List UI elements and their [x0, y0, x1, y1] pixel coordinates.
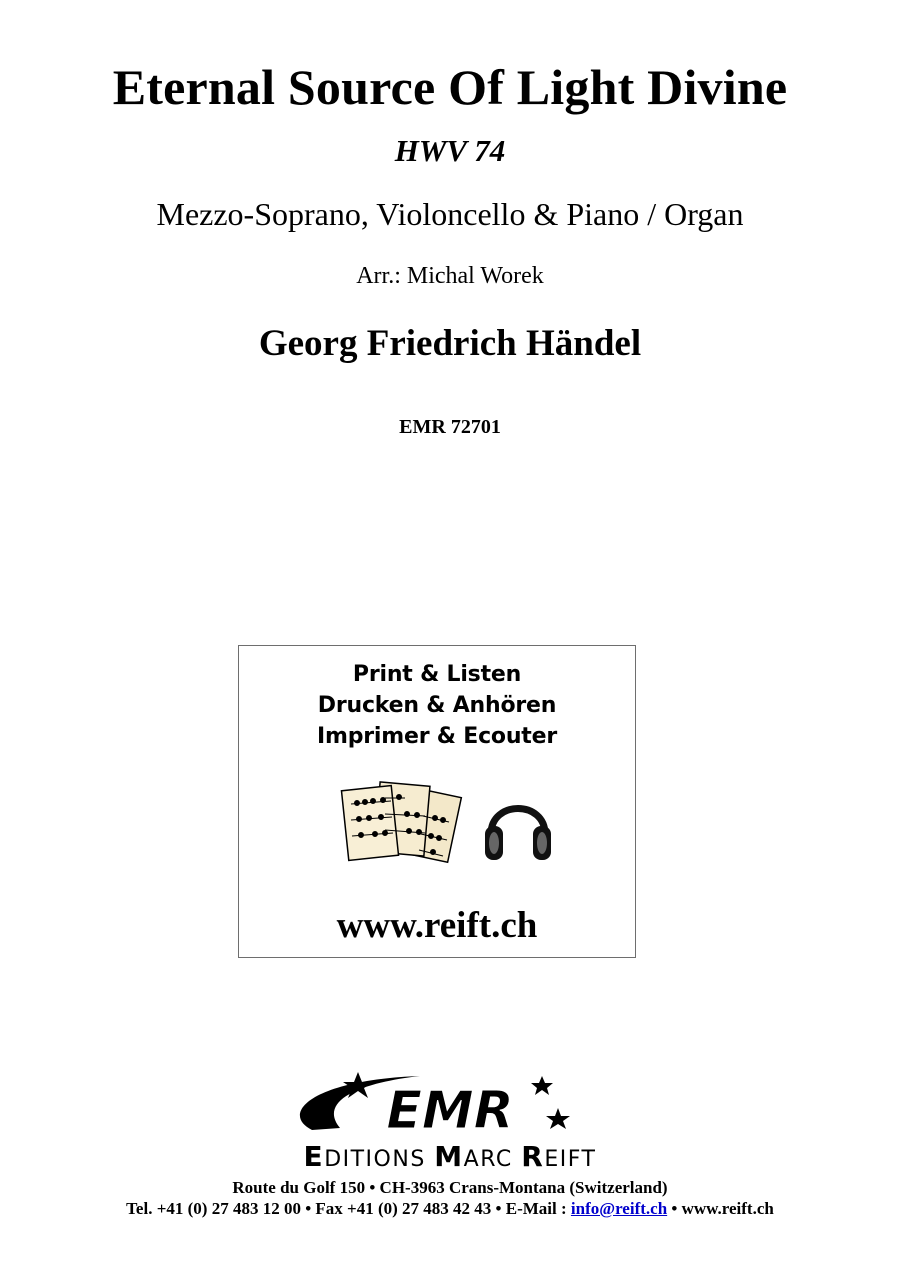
publisher-address: Route du Golf 150 • CH-3963 Crans-Montana (Switzerland) — [232, 1178, 668, 1197]
emr-logo — [240, 1070, 660, 1140]
print-listen-box — [238, 645, 636, 958]
publisher-name-cap-3: R — [521, 1140, 545, 1173]
composer: Georg Friedrich Händel — [258, 323, 642, 364]
arranger: Arr.: Michal Worek — [356, 263, 544, 289]
publisher-name-cap-1: E — [303, 1140, 325, 1173]
publisher-name — [0, 1140, 900, 1173]
promo-line-2: Drucken & Anhören — [317, 693, 557, 718]
catalog-code: EMR 72701 — [399, 416, 501, 438]
promo-url[interactable]: www.reift.ch — [336, 905, 538, 946]
contact-prefix: Tel. +41 (0) 27 483 12 00 • Fax +41 (0) 27 483 42 43 • E-Mail : — [126, 1199, 571, 1218]
instrumentation: Mezzo-Soprano, Violoncello & Piano / Organ — [156, 196, 744, 232]
promo-line-3: Imprimer & Ecouter — [317, 724, 557, 749]
email-link[interactable]: info@reift.ch — [570, 1199, 668, 1218]
headphones-icon — [483, 786, 553, 866]
contact-suffix: • www.reift.ch — [667, 1199, 774, 1218]
promo-line-1: Print & Listen — [352, 662, 522, 687]
subtitle: HWV 74 — [394, 133, 506, 168]
publisher-name-cap-2: M — [434, 1140, 464, 1173]
publisher-contact — [0, 1199, 900, 1219]
publisher-name-rest-1: DITIONS — [324, 1147, 426, 1172]
publisher-name-rest-2: ARC — [463, 1147, 513, 1172]
publisher-name-rest-3: EIFT — [544, 1147, 597, 1172]
title: Eternal Source Of Light Divine — [112, 59, 788, 115]
sheet-music-icon — [339, 776, 469, 871]
svg-text:EMR: EMR — [386, 1081, 514, 1140]
